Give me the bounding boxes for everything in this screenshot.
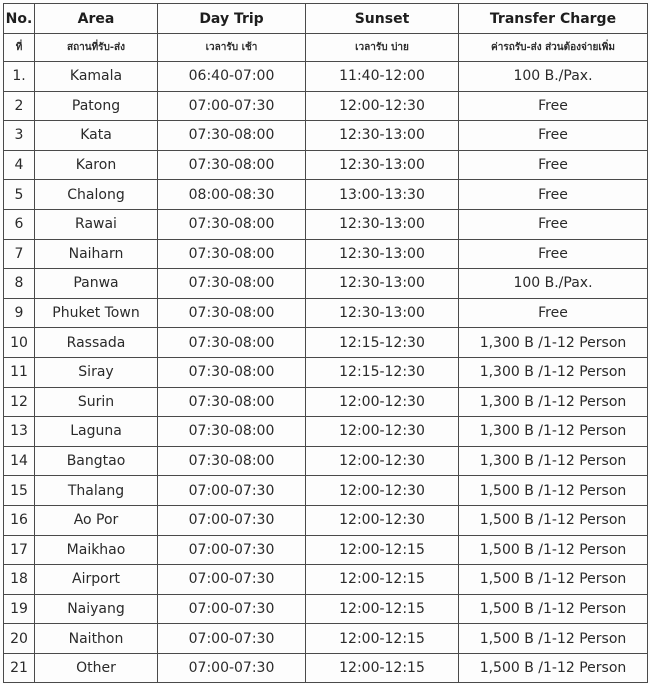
header-transfer-charge: Transfer Charge [459,4,648,34]
cell-area: Rassada [35,328,158,358]
header-no: No. [4,4,35,34]
cell-area: Naiyang [35,594,158,624]
cell-area: Panwa [35,269,158,299]
cell-transfer-charge: 1,300 B /1-12 Person [459,357,648,387]
transfer-schedule-table [3,3,648,683]
cell-transfer-charge: 1,300 B /1-12 Person [459,328,648,358]
cell-sunset: 13:00-13:30 [306,180,459,210]
cell-area: Thalang [35,476,158,506]
cell-no: 19 [4,594,35,624]
cell-no: 13 [4,417,35,447]
cell-transfer-charge: Free [459,239,648,269]
cell-sunset: 12:30-13:00 [306,269,459,299]
cell-day-trip: 07:00-07:30 [158,624,306,654]
thai-header-transfer-charge: ค่ารถรับ-ส่ง ส่วนต้องจ่ายเพิ่ม [459,34,648,62]
cell-transfer-charge: Free [459,150,648,180]
table-row [4,328,648,358]
cell-no: 10 [4,328,35,358]
cell-no: 20 [4,624,35,654]
cell-area: Chalong [35,180,158,210]
table-row [4,239,648,269]
cell-transfer-charge: 1,500 B /1-12 Person [459,594,648,624]
cell-transfer-charge: Free [459,209,648,239]
cell-sunset: 12:30-13:00 [306,298,459,328]
header-sunset: Sunset [306,4,459,34]
cell-day-trip: 07:30-08:00 [158,269,306,299]
cell-area: Bangtao [35,446,158,476]
cell-day-trip: 07:30-08:00 [158,121,306,151]
cell-sunset: 12:15-12:30 [306,328,459,358]
cell-no: 3 [4,121,35,151]
cell-area: Kata [35,121,158,151]
thai-header-area: สถานที่รับ-ส่ง [35,34,158,62]
thai-header-day-trip: เวลารับ เช้า [158,34,306,62]
cell-area: Naithon [35,624,158,654]
cell-sunset: 12:00-12:15 [306,653,459,683]
table-row [4,624,648,654]
cell-area: Other [35,653,158,683]
table-row [4,91,648,121]
cell-sunset: 12:30-13:00 [306,239,459,269]
table-row [4,387,648,417]
cell-transfer-charge: 1,300 B /1-12 Person [459,417,648,447]
cell-transfer-charge: 1,500 B /1-12 Person [459,565,648,595]
cell-day-trip: 07:30-08:00 [158,446,306,476]
cell-transfer-charge: 100 B./Pax. [459,269,648,299]
cell-transfer-charge: Free [459,298,648,328]
cell-day-trip: 07:30-08:00 [158,209,306,239]
cell-day-trip: 07:30-08:00 [158,239,306,269]
table-row [4,505,648,535]
cell-no: 5 [4,180,35,210]
table-row [4,653,648,683]
cell-sunset: 11:40-12:00 [306,62,459,92]
cell-area: Phuket Town [35,298,158,328]
table-row [4,357,648,387]
cell-transfer-charge: 1,500 B /1-12 Person [459,535,648,565]
cell-day-trip: 08:00-08:30 [158,180,306,210]
table-body [4,62,648,683]
header-day-trip: Day Trip [158,4,306,34]
cell-transfer-charge: Free [459,121,648,151]
cell-area: Rawai [35,209,158,239]
cell-transfer-charge: Free [459,180,648,210]
cell-transfer-charge: 1,300 B /1-12 Person [459,446,648,476]
cell-day-trip: 07:00-07:30 [158,476,306,506]
table-row [4,298,648,328]
cell-transfer-charge: 1,500 B /1-12 Person [459,505,648,535]
cell-no: 18 [4,565,35,595]
cell-day-trip: 07:00-07:30 [158,91,306,121]
cell-area: Ao Por [35,505,158,535]
cell-area: Laguna [35,417,158,447]
cell-sunset: 12:00-12:30 [306,505,459,535]
cell-day-trip: 07:30-08:00 [158,357,306,387]
cell-no: 17 [4,535,35,565]
cell-sunset: 12:30-13:00 [306,209,459,239]
cell-area: Patong [35,91,158,121]
cell-sunset: 12:30-13:00 [306,150,459,180]
cell-sunset: 12:00-12:15 [306,535,459,565]
cell-sunset: 12:00-12:15 [306,565,459,595]
cell-no: 1. [4,62,35,92]
table-row [4,150,648,180]
thai-header-sunset: เวลารับ บ่าย [306,34,459,62]
cell-no: 2 [4,91,35,121]
thai-header-no: ที่ [4,34,35,62]
cell-sunset: 12:30-13:00 [306,121,459,151]
cell-no: 14 [4,446,35,476]
cell-area: Siray [35,357,158,387]
table-row [4,62,648,92]
cell-sunset: 12:00-12:30 [306,387,459,417]
cell-transfer-charge: 1,500 B /1-12 Person [459,476,648,506]
cell-day-trip: 07:30-08:00 [158,298,306,328]
table-row [4,121,648,151]
cell-no: 16 [4,505,35,535]
table-row [4,446,648,476]
header-area: Area [35,4,158,34]
table-row [4,417,648,447]
table-row [4,594,648,624]
cell-day-trip: 07:00-07:30 [158,653,306,683]
cell-no: 8 [4,269,35,299]
cell-sunset: 12:00-12:15 [306,624,459,654]
cell-area: Naiharn [35,239,158,269]
table-row [4,209,648,239]
cell-no: 6 [4,209,35,239]
cell-day-trip: 07:00-07:30 [158,565,306,595]
cell-day-trip: 07:30-08:00 [158,387,306,417]
cell-transfer-charge: 1,500 B /1-12 Person [459,624,648,654]
thai-header-row [4,34,648,62]
cell-no: 15 [4,476,35,506]
table-row [4,535,648,565]
cell-transfer-charge: 1,500 B /1-12 Person [459,653,648,683]
cell-transfer-charge: Free [459,91,648,121]
cell-day-trip: 07:00-07:30 [158,535,306,565]
cell-area: Kamala [35,62,158,92]
cell-day-trip: 07:00-07:30 [158,594,306,624]
cell-sunset: 12:00-12:30 [306,417,459,447]
cell-transfer-charge: 100 B./Pax. [459,62,648,92]
cell-sunset: 12:00-12:30 [306,91,459,121]
cell-day-trip: 06:40-07:00 [158,62,306,92]
cell-day-trip: 07:30-08:00 [158,328,306,358]
cell-sunset: 12:00-12:30 [306,446,459,476]
cell-no: 12 [4,387,35,417]
cell-area: Airport [35,565,158,595]
cell-area: Karon [35,150,158,180]
cell-no: 4 [4,150,35,180]
table-row [4,180,648,210]
header-row [4,4,648,34]
cell-no: 7 [4,239,35,269]
cell-transfer-charge: 1,300 B /1-12 Person [459,387,648,417]
cell-sunset: 12:00-12:30 [306,476,459,506]
table-row [4,565,648,595]
cell-day-trip: 07:30-08:00 [158,150,306,180]
table-row [4,476,648,506]
cell-day-trip: 07:00-07:30 [158,505,306,535]
cell-sunset: 12:00-12:15 [306,594,459,624]
cell-no: 9 [4,298,35,328]
cell-area: Maikhao [35,535,158,565]
cell-no: 21 [4,653,35,683]
cell-no: 11 [4,357,35,387]
cell-sunset: 12:15-12:30 [306,357,459,387]
cell-day-trip: 07:30-08:00 [158,417,306,447]
cell-area: Surin [35,387,158,417]
table-row [4,269,648,299]
